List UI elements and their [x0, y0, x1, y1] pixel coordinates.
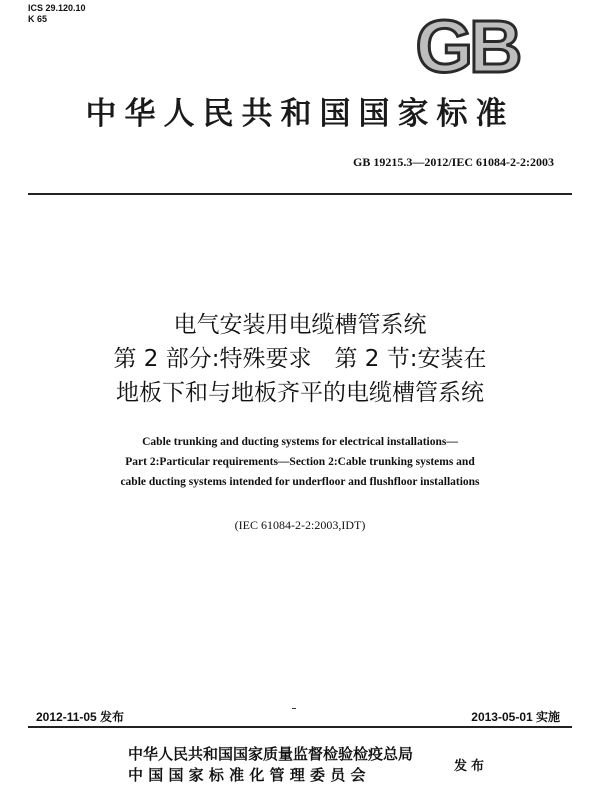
center-mark	[292, 708, 296, 709]
iec-equivalence: (IEC 61084-2-2:2003,IDT)	[234, 518, 366, 532]
classification-codes	[28, 3, 86, 25]
chinese-title-line-2: 第 2 部分:特殊要求 第 2 节:安装在	[113, 346, 487, 372]
top-divider	[28, 193, 572, 195]
chinese-title-line-3: 地板下和与地板齐平的电缆槽管系统	[116, 380, 484, 406]
english-title	[0, 432, 600, 492]
chinese-title-line-1: 电气安装用电缆槽管系统	[173, 312, 427, 338]
publisher-sac: 中 国 国 家 标 准 化 管 理 委 员 会	[128, 766, 366, 784]
gb-logo-text: GB	[415, 14, 519, 78]
gb-logo	[406, 14, 528, 78]
issue-date: 2012-11-05 发布	[36, 710, 125, 724]
standard-number: GB 19215.3—2012/IEC 61084-2-2:2003	[353, 155, 554, 169]
chinese-title	[0, 308, 600, 410]
class-code: K 65	[28, 14, 48, 24]
english-title-line-2: Part 2:Particular requirements—Section 2:Cable trunking systems and	[125, 456, 475, 468]
national-standard-heading: 中华人民共和国国家标准	[85, 96, 515, 132]
publisher-aqsiq: 中华人民共和国国家质量监督检验检疫总局	[128, 745, 414, 763]
english-title-line-3: cable ducting systems intended for underfloor and flushfloor installations	[120, 476, 480, 488]
publishers	[128, 744, 413, 786]
ics-code: ICS 29.120.10	[28, 3, 86, 13]
publish-label: 发布	[454, 759, 489, 774]
bottom-divider	[28, 726, 572, 728]
implementation-date: 2013-05-01 实施	[471, 710, 560, 724]
english-title-line-1: Cable trunking and ducting systems for electrical installations—	[142, 436, 458, 448]
